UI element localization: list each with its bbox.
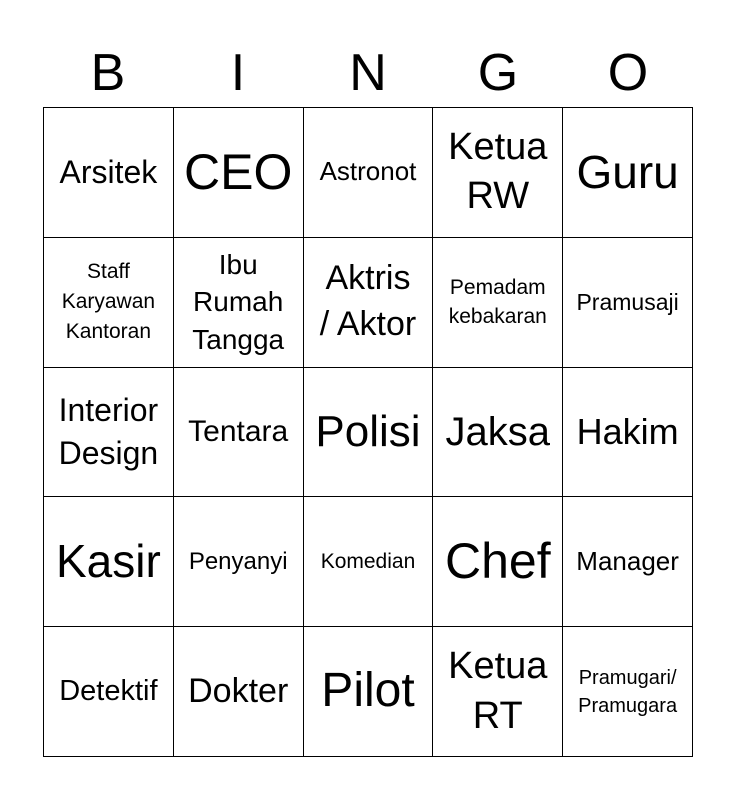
header-letter-g: G	[477, 44, 519, 102]
bingo-cell-label: Chef	[444, 533, 551, 590]
header-letter-i: I	[230, 44, 246, 102]
bingo-cell-label: Ketua RW	[448, 126, 548, 218]
bingo-cell-label: Aktris / Aktor	[319, 259, 417, 344]
bingo-cell[interactable]	[563, 238, 693, 368]
bingo-cell-label: Kasir	[55, 535, 161, 588]
bingo-cell-label: Tentara	[188, 414, 289, 448]
bingo-cell[interactable]	[433, 368, 563, 498]
bingo-cell[interactable]	[44, 627, 174, 757]
bingo-cell[interactable]	[563, 108, 693, 238]
bingo-cell[interactable]	[304, 368, 434, 498]
bingo-cell-label: Ketua RT	[448, 645, 548, 737]
bingo-cell-label: Pramugari/ Pramugara	[578, 666, 678, 717]
bingo-cell-label: Manager	[576, 545, 679, 576]
header-letter-o: O	[607, 44, 649, 102]
bingo-cell-label: Hakim	[576, 411, 679, 453]
header-letter-b: B	[90, 44, 126, 102]
bingo-header	[43, 42, 693, 104]
bingo-grid	[43, 107, 693, 757]
bingo-cell[interactable]	[563, 497, 693, 627]
bingo-cell-label: Jaksa	[445, 409, 551, 454]
bingo-cell-label: Pilot	[321, 664, 415, 718]
bingo-cell-label: Pemadam kebakaran	[448, 275, 547, 329]
bingo-cell[interactable]	[174, 497, 304, 627]
bingo-cell[interactable]	[44, 497, 174, 627]
bingo-cell[interactable]	[44, 368, 174, 498]
bingo-cell-label: Penyanyi	[188, 547, 288, 575]
bingo-cell-label: Komedian	[320, 549, 416, 573]
bingo-cell[interactable]	[433, 497, 563, 627]
bingo-cell[interactable]	[433, 238, 563, 368]
bingo-cell[interactable]	[174, 238, 304, 368]
bingo-cell[interactable]	[563, 627, 693, 757]
bingo-cell-label: Dokter	[188, 672, 289, 711]
bingo-cell[interactable]	[174, 108, 304, 238]
bingo-cell-label: Staff Karyawan Kantoran	[61, 259, 156, 344]
bingo-cell[interactable]	[433, 627, 563, 757]
bingo-cell[interactable]	[44, 108, 174, 238]
bingo-cell[interactable]	[174, 368, 304, 498]
bingo-cell[interactable]	[304, 238, 434, 368]
bingo-cell-label: Arsitek	[59, 154, 158, 190]
bingo-cell[interactable]	[44, 238, 174, 368]
bingo-cell[interactable]	[433, 108, 563, 238]
header-letter-n: N	[349, 44, 387, 102]
bingo-cell-label: Polisi	[315, 406, 421, 456]
bingo-cell-label: Detektif	[59, 674, 158, 707]
bingo-cell[interactable]	[304, 627, 434, 757]
bingo-cell-label: CEO	[184, 143, 293, 200]
bingo-cell[interactable]	[304, 108, 434, 238]
bingo-cell[interactable]	[563, 368, 693, 498]
bingo-cell-label: Astronot	[319, 156, 417, 187]
bingo-cell[interactable]	[174, 627, 304, 757]
bingo-cell-label: Interior Design	[58, 391, 159, 471]
bingo-cell-label: Ibu Rumah Tangga	[192, 248, 285, 356]
bingo-cell-label: Pramusaji	[576, 288, 679, 315]
bingo-cell-label: Guru	[576, 146, 679, 199]
bingo-cell[interactable]	[304, 497, 434, 627]
